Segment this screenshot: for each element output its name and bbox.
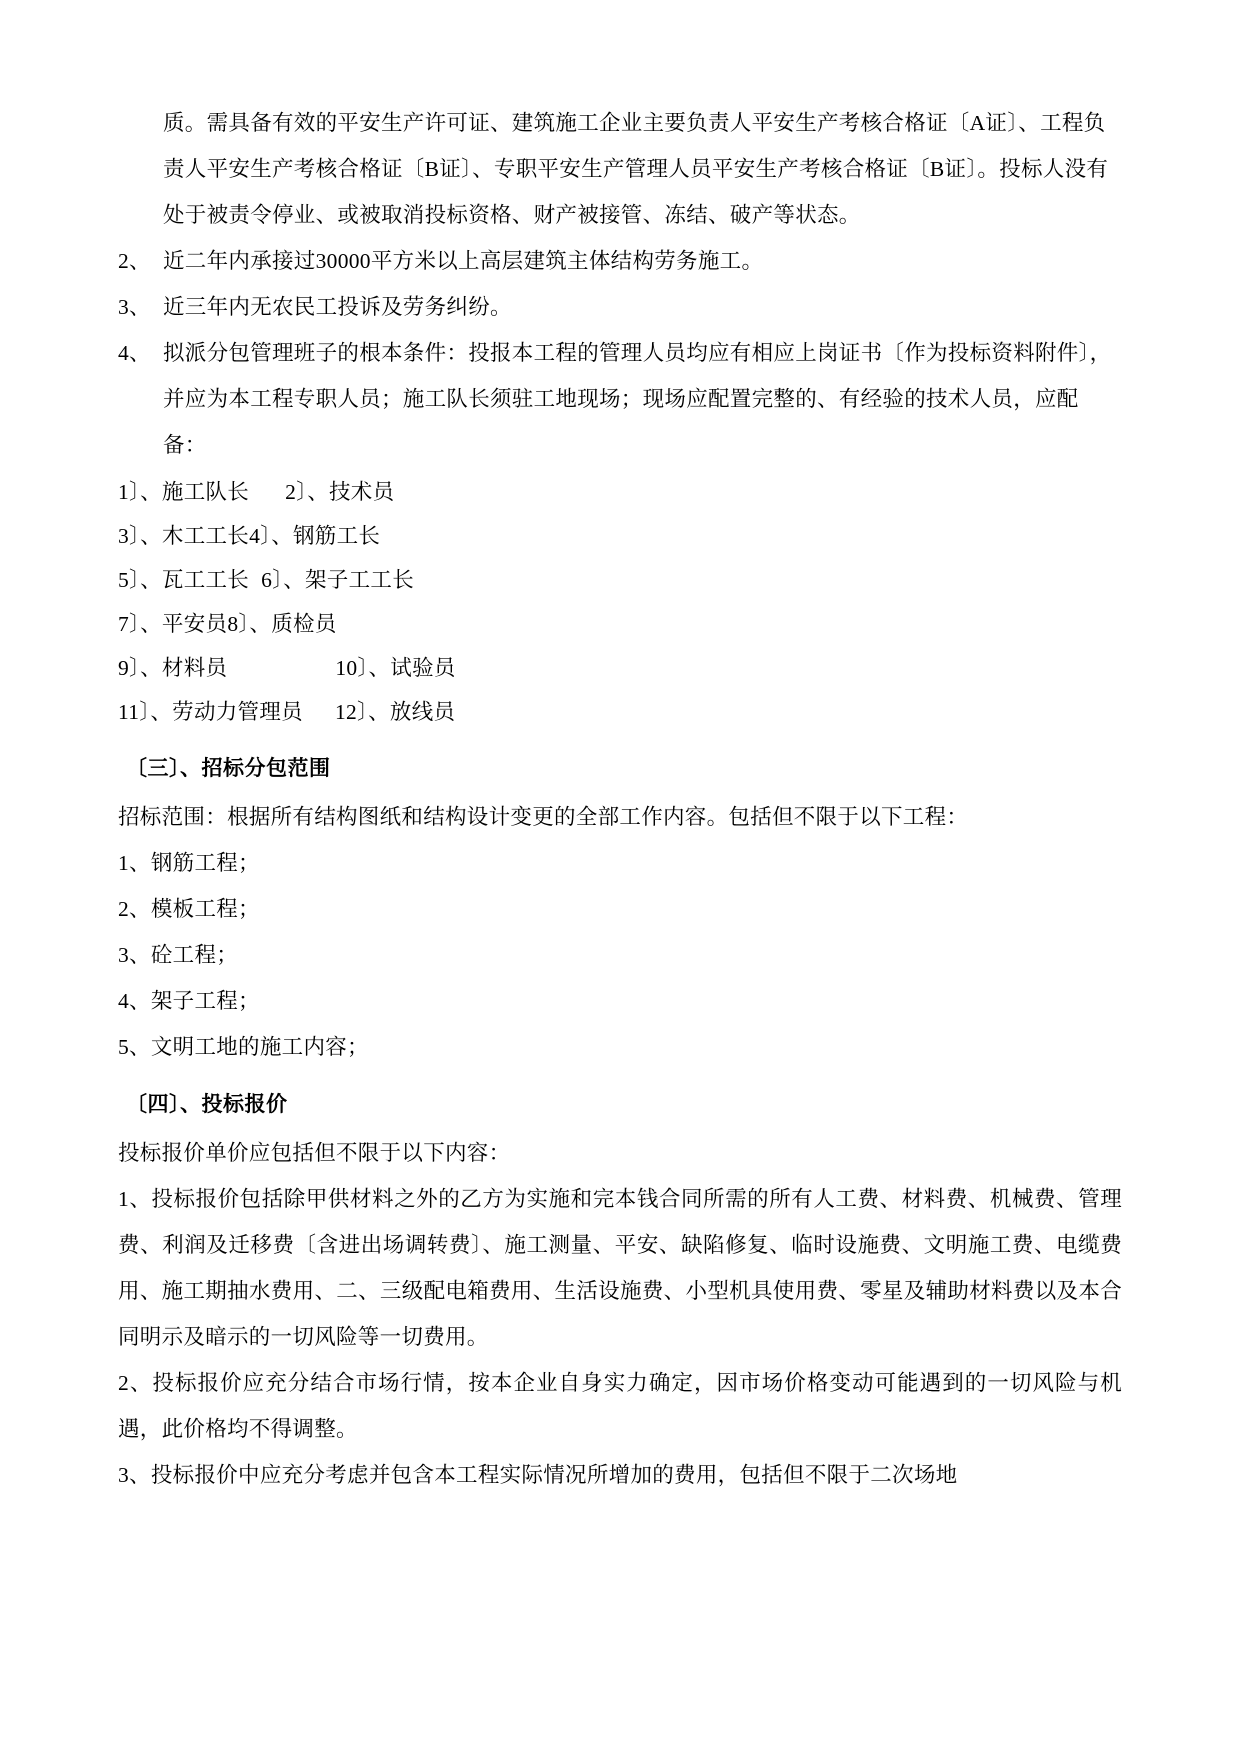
staff-row <box>118 690 1122 734</box>
staff-role-right: 2〕、技术员 <box>285 480 395 504</box>
staff-role-right: 10〕、试验员 <box>335 656 456 680</box>
staff-role-left: 1〕、施工队长 <box>118 480 250 504</box>
list-item-number: 4、 <box>118 341 151 365</box>
staff-row <box>118 514 1122 558</box>
staff-row <box>118 470 1122 514</box>
pricing-paragraph: 2、投标报价应充分结合市场行情，按本企业自身实力确定，因市场价格变动可能遇到的一切风险与机遇，此价格均不得调整。 <box>118 1371 1122 1441</box>
continuation-paragraph: 质。需具备有效的平安生产许可证、建筑施工企业主要负责人平安生产考核合格证〔A证〕、工程负责人平安生产考核合格证〔B证〕、专职平安生产管理人员平安生产考核合格证〔B证〕。投标人没有处于被责令停业、或被取消投标资格、财产被接管、冻结、破产等状态。 <box>163 111 1109 227</box>
staff-row <box>118 602 1122 646</box>
section-heading-four: 〔四〕、投标报价 <box>126 1093 288 1116</box>
scope-item: 4、架子工程； <box>118 989 260 1013</box>
list-item <box>118 330 1122 468</box>
scope-item: 2、模板工程； <box>118 897 260 921</box>
list-item-number: 3、 <box>118 295 151 319</box>
staff-role-left: 5〕、瓦工工长 <box>118 568 250 592</box>
scope-item: 1、钢筋工程； <box>118 851 260 875</box>
scope-item: 5、文明工地的施工内容； <box>118 1035 369 1059</box>
list-item-number: 2、 <box>118 249 151 273</box>
section-heading-three: 〔三〕、招标分包范围 <box>126 757 331 780</box>
staff-role-left: 11〕、劳动力管理员 <box>118 700 303 724</box>
staff-role-right: 12〕、放线员 <box>334 700 456 724</box>
list-item <box>118 238 1122 284</box>
staff-role-right: 4〕、钢筋工长 <box>249 524 381 548</box>
list-item-text: 近二年内承接过30000平方米以上高层建筑主体结构劳务施工。 <box>163 249 764 273</box>
staff-role-left: 9〕、材料员 <box>118 656 228 680</box>
list-item-text: 近三年内无农民工投诉及劳务纠纷。 <box>163 295 512 319</box>
list-item-text: 拟派分包管理班子的根本条件：投报本工程的管理人员均应有相应上岗证书〔作为投标资料附件〕，并应为本工程专职人员；施工队长须驻工地现场；现场应配置完整的、有经验的技术人员，应配备： <box>163 341 1112 457</box>
staff-role-right: 8〕、质检员 <box>227 612 337 636</box>
staff-row <box>118 558 1122 602</box>
list-item <box>118 284 1122 330</box>
staff-role-left: 3〕、木工工长 <box>118 524 250 548</box>
scope-item: 3、砼工程； <box>118 943 239 967</box>
document-body <box>118 100 1122 1498</box>
section-four-intro: 投标报价单价应包括但不限于以下内容： <box>118 1141 511 1165</box>
pricing-paragraph: 1、投标报价包括除甲供材料之外的乙方为实施和完本钱合同所需的所有人工费、材料费、机械费、管理费、利润及迁移费〔含进出场调转费〕、施工测量、平安、缺陷修复、临时设施费、文明施工费、电缆费用、施工期抽水费用、二、三级配电箱费用、生活设施费、小型机具使用费、零星及辅助材料费以及本合同明示及暗示的一切风险等一切费用。 <box>118 1187 1122 1349</box>
staff-row <box>118 646 1122 690</box>
staff-role-right: 6〕、架子工工长 <box>261 568 415 592</box>
staff-role-left: 7〕、平安员 <box>118 612 228 636</box>
section-three-intro: 招标范围：根据所有结构图纸和结构设计变更的全部工作内容。包括但不限于以下工程： <box>118 805 969 829</box>
pricing-paragraph: 3、投标报价中应充分考虑并包含本工程实际情况所增加的费用，包括但不限于二次场地 <box>118 1463 958 1487</box>
